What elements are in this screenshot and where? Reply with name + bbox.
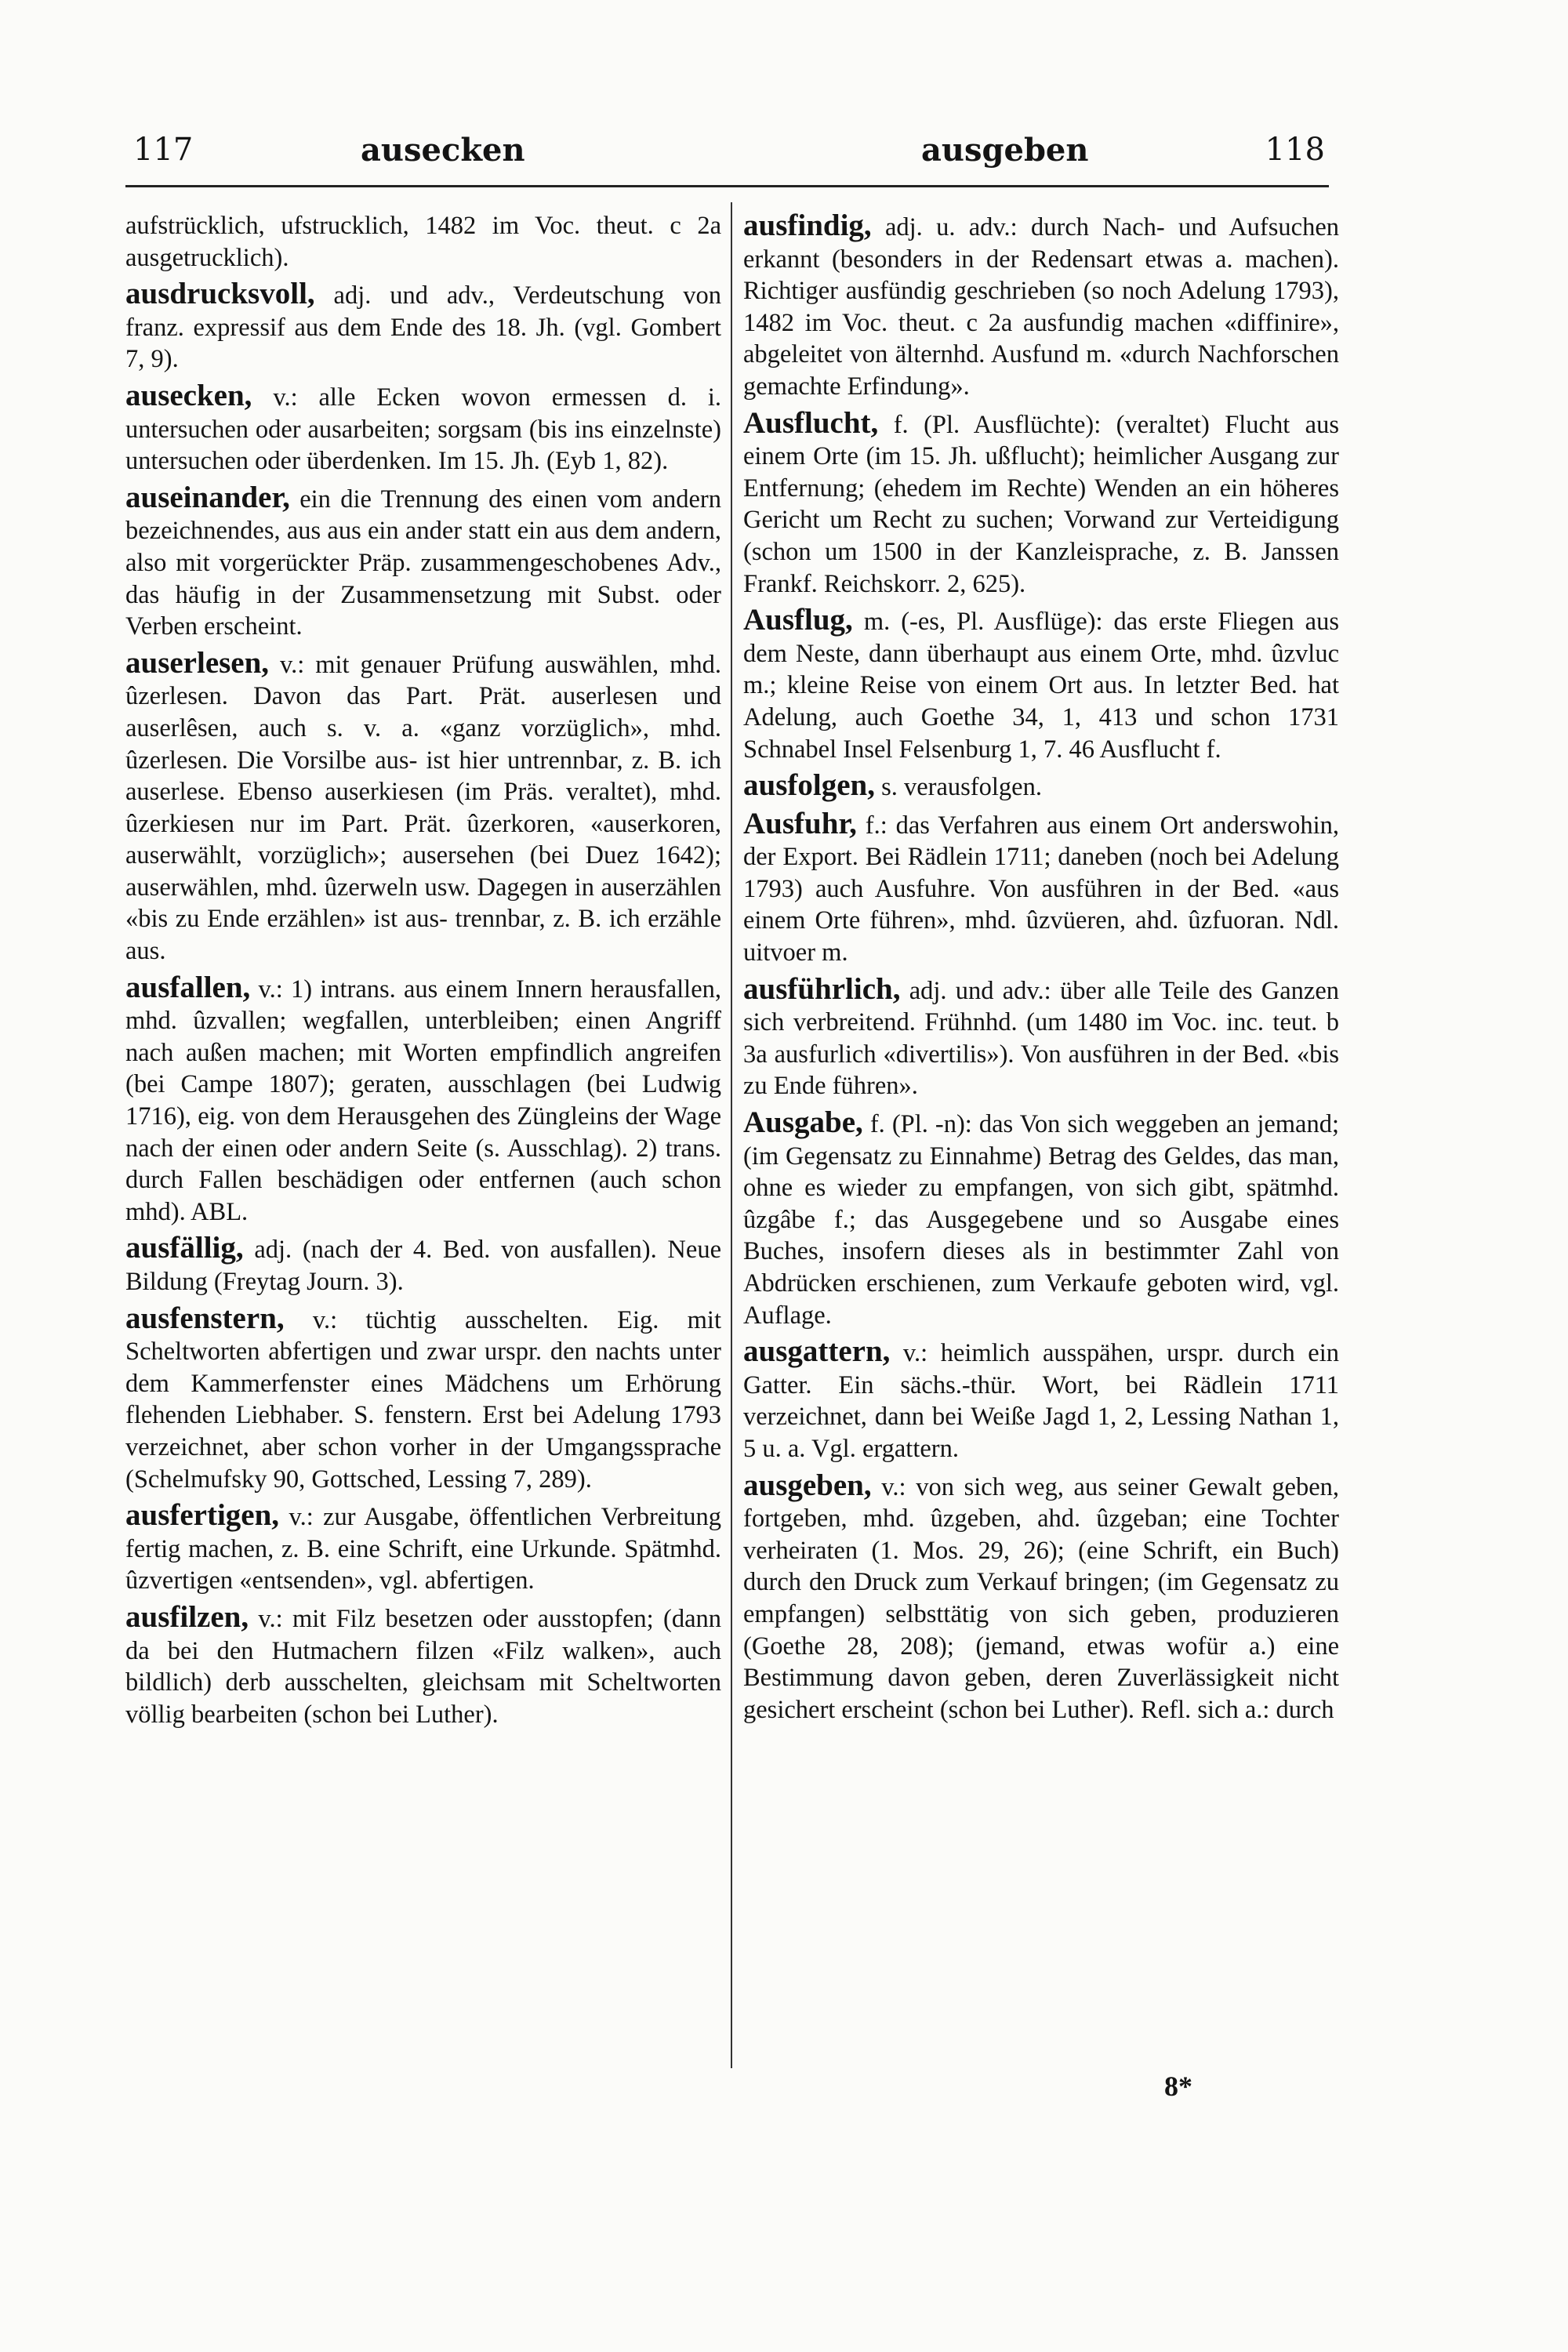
entry-text: v.: 1) intrans. aus einem Innern herausfallen, mhd. ûzvallen; wegfallen, unterbleiben; einen Angriff nach außen machen; mit Worten empfindlich angreifen (bei Campe 1807); geraten, ausschlagen (bei Ludwig 1716), eig. von dem Herausgehen des Züngleins der Wage nach der einen oder andern Seite (s. Ausschlag). 2) trans. durch Fallen beschädigen oder entfernen (auch schon mhd). ABL. bbox=[125, 975, 721, 1226]
entry-text: v.: heimlich ausspähen, urspr. durch ein Gatter. Ein sächs.-thür. Wort, bei Rädlein 1711 verzeichnet, dann bei Weiße Jagd 1, 2, Lessing Nathan 1, 5 u. a. Vgl. ergattern. bbox=[743, 1339, 1339, 1463]
dictionary-entry bbox=[125, 972, 721, 1229]
entry-text: adj. (nach der 4. Bed. von ausfallen). Neue Bildung (Freytag Journ. 3). bbox=[125, 1236, 721, 1296]
entry-text: m. (-es, Pl. Ausflüge): das erste Fliegen aus dem Neste, dann überhaupt aus einem Orte, mhd. ûzvluc m.; kleine Reise von einem Ort aus. In letzter Bed. hat Adelung, auch Goethe 34, 1, 413 und schon 1731 Schnabel Insel Felsenburg 1, 7. 46 Ausflucht f. bbox=[743, 608, 1340, 764]
dictionary-entry bbox=[125, 1303, 721, 1496]
dictionary-entry bbox=[743, 210, 1339, 403]
entry-text: v.: zur Ausgabe, öffentlichen Verbreitung fertig machen, z. B. eine Schrift, eine Urkunde. Spätmhd. ûzvertigen «entsenden», vgl. abfertigen. bbox=[125, 1503, 721, 1595]
entry-text: adj. u. adv.: durch Nach- und Aufsuchen erkannt (besonders in der Redensart etwas a. machen). Richtiger ausfündig geschrieben (so noch Adelung 1793), 1482 im Voc. theut. c 2a ausfundig machen «diffinire», abgeleitet von älternhd. Ausfund m. «durch Nachforschen gemachte Erfindung». bbox=[743, 213, 1340, 401]
entry-headword: ausgeben, bbox=[743, 1468, 872, 1502]
dictionary-entry bbox=[125, 645, 721, 967]
left-column bbox=[125, 210, 721, 1735]
right-column bbox=[743, 210, 1339, 1730]
signature-mark: 8* bbox=[1164, 2071, 1192, 2102]
entry-headword: ausfilzen, bbox=[125, 1599, 249, 1634]
dictionary-entry bbox=[743, 1470, 1339, 1726]
entry-text: adj. und adv., Verdeutschung von franz. expressif aus dem Ende des 18. Jh. (vgl. Gombert 7, 9). bbox=[125, 281, 722, 374]
header-rule bbox=[125, 185, 1329, 187]
dictionary-entry bbox=[743, 1336, 1339, 1465]
entry-headword: Ausfuhr, bbox=[743, 806, 857, 840]
entry-headword: Ausflucht, bbox=[743, 405, 879, 440]
entry-text: v.: mit Filz besetzen oder ausstopfen; (dann da bei den Hutmachern filzen «Filz walken», auch bildlich) derb ausschelten, gleichsam mit Scheltworten völlig bearbeiten (schon bei Luther). bbox=[125, 1604, 722, 1729]
entry-headword: ausdrucksvoll, bbox=[125, 277, 315, 311]
entry-text: adj. und adv.: über alle Teile des Ganzen sich verbreitend. Frühnhd. (um 1480 im Voc. inc. teut. b 3a ausfurlich «divertilis»). Von ausführen in der Bed. «bis zu Ende führen». bbox=[743, 976, 1339, 1101]
dictionary-entry bbox=[125, 380, 721, 477]
entry-text: s. verausfolgen. bbox=[881, 773, 1042, 802]
entry-headword: ausfindig, bbox=[743, 209, 872, 242]
dictionary-entry bbox=[125, 1232, 721, 1298]
entry-text: v.: alle Ecken wovon ermessen d. i. untersuchen oder ausarbeiten; sorgsam (bis ins einzelnste) untersuchen oder überdenken. Im 15. Jh. (Eyb 1, 82). bbox=[125, 383, 721, 476]
entry-headword: ausfällig, bbox=[125, 1231, 244, 1265]
page-number-left: 117 bbox=[133, 132, 194, 168]
entry-headword: Ausflug, bbox=[743, 603, 853, 637]
entry-text: f. (Pl. Ausflüchte): (veraltet) Flucht aus einem Orte (im 15. Jh. ußflucht); heimlicher Ausgang zur Entfernung; (ehedem im Rechte) Wenden an ein höheres Gericht um Recht zu suchen; Vorwand zur Verteidigung (schon um 1500 in der Kanzleisprache, z. B. Janssen Frankf. Reichskorr. 2, 625). bbox=[743, 410, 1340, 598]
entry-headword: ausecken, bbox=[125, 378, 252, 412]
page-number-right: 118 bbox=[1265, 132, 1325, 168]
running-headword-left: ausecken bbox=[361, 132, 525, 169]
dictionary-entry bbox=[743, 405, 1340, 601]
running-headword-right: ausgeben bbox=[921, 132, 1089, 169]
entry-text: ein die Trennung des einen vom andern bezeichnendes, aus aus ein ander statt ein aus dem andern, also mit vorgerückter Präp. zusammengeschobenes Adv., das häufig in der Zusammensetzung mit Subst. oder Verben erscheint. bbox=[125, 485, 721, 641]
entry-headword: Ausgabe, bbox=[743, 1105, 863, 1140]
dictionary-entry bbox=[743, 604, 1339, 765]
dictionary-entry bbox=[743, 1107, 1339, 1331]
page-header bbox=[133, 132, 1325, 182]
column-divider bbox=[731, 202, 732, 2068]
dictionary-entry bbox=[125, 1500, 721, 1597]
entry-headword: ausführlich, bbox=[743, 971, 901, 1006]
entry-headword: ausfolgen, bbox=[743, 768, 875, 803]
dictionary-entry bbox=[125, 210, 721, 274]
entry-text: v.: tüchtig ausschelten. Eig. mit Scheltworten abfertigen und zwar urspr. den nachts unter dem Kammerfenster eines Mädchens um Erhörung flehenden Liebhaber. S. fenstern. Erst bei Adelung 1793 verzeichnet, aber schon vorher in der Umgangssprache (Schelmufsky 90, Gottsched, Lessing 7, 289). bbox=[125, 1305, 721, 1494]
entry-headword: ausgattern, bbox=[743, 1334, 891, 1369]
entry-text: f. (Pl. -n): das Von sich weggeben an jemand; (im Gegensatz zu Einnahme) Betrag des Geldes, das man, ohne es wieder zu empfangen, von sich gibt, spätmhd. ûzgâbe f.; das Ausgegebene und so Ausgabe eines Buches, insofern dieses als in bestimmter Zahl von Abdrücken erschienen, zum Verkaufe geboten wird, vgl. Auflage. bbox=[743, 1110, 1340, 1330]
dictionary-entry bbox=[125, 482, 721, 643]
dictionary-entry bbox=[743, 971, 1339, 1102]
dictionary-entry bbox=[743, 770, 1339, 804]
entry-headword: ausfenstern, bbox=[125, 1301, 285, 1335]
entry-text: v.: von sich weg, aus seiner Gewalt geben, fortgeben, mhd. ûzgeben, ahd. ûzgeban; eine Tochter verheiraten (1. Mos. 29, 26); (eine Schrift, ein Buch) durch den Druck zum Verkauf bringen; (im Gegensatz zu empfangen) selbsttätig von sich geben, produzieren (Goethe 28, 208); (jemand, etwas wofür a.) eine Bestimmung davon geben, deren Zuverlässigkeit nicht gesichert erscheint (schon bei Luther). Refl. sich a.: durch bbox=[743, 1472, 1339, 1724]
dictionary-entry bbox=[125, 278, 721, 376]
entry-headword: auseinander, bbox=[125, 480, 290, 514]
entry-text: aufstrücklich, ufstrucklich, 1482 im Voc. theut. c 2a ausgetrucklich). bbox=[125, 212, 721, 272]
dictionary-entry bbox=[125, 1599, 722, 1730]
entry-text: f.: das Verfahren aus einem Ort anderswohin, der Export. Bei Rädlein 1711; daneben (noch bei Adelung 1793) auch Ausfuhre. Von ausführen in der Bed. «aus einem Orte führen», mhd. ûzvüeren, ahd. ûzfuoran. Ndl. uitvoer m. bbox=[743, 811, 1340, 967]
entry-headword: ausfertigen, bbox=[125, 1498, 280, 1533]
entry-headword: ausfallen, bbox=[125, 970, 251, 1004]
dictionary-entry bbox=[743, 808, 1339, 969]
entry-text: v.: mit genauer Prüfung auswählen, mhd. ûzerlesen. Davon das Part. Prät. auserlesen und auserlêsen, auch s. v. a. «ganz vorzüglich», mhd. ûzerlesen. Die Vorsilbe aus- ist hier untrennbar, z. B. ich auserlese. Ebenso auserkiesen (im Präs. veraltet), mhd. ûzerkiesen nur im Part. Prät. ûzerkoren, «auserkoren, auserwählt, vorzüglich»; ausersehen (bei Duez 1642); auserwählen, mhd. ûzerweln usw. Dagegen in auserzählen «bis zu Ende erzählen» ist aus- trennbar, z. B. ich erzähle aus. bbox=[125, 650, 721, 966]
entry-headword: auserlesen, bbox=[125, 645, 270, 680]
